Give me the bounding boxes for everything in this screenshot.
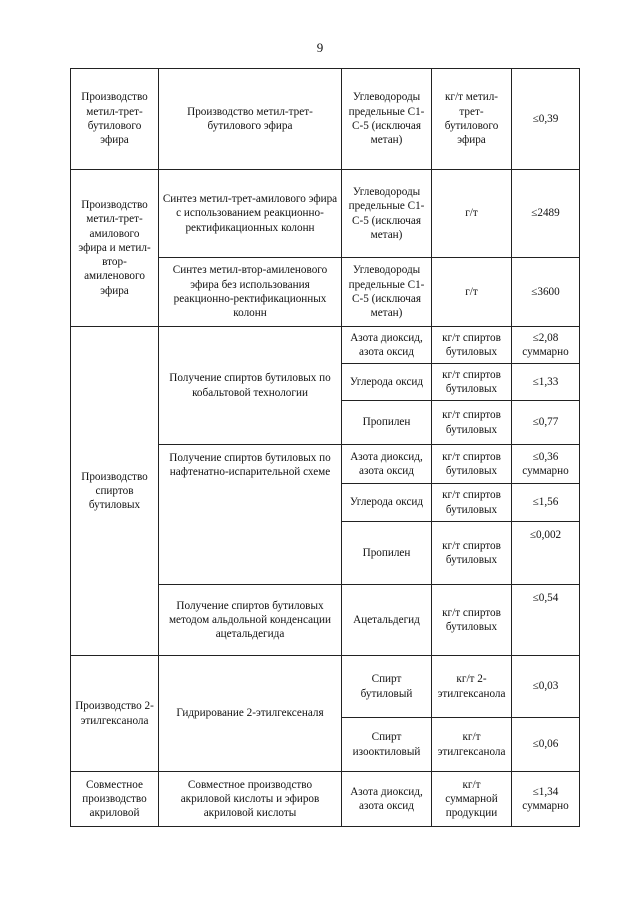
substance-cell: Азота диоксид, азота оксид [342, 327, 432, 364]
unit-cell: кг/т спиртов бутиловых [432, 401, 512, 445]
substance-cell: Азота диоксид, азота оксид [342, 772, 432, 827]
limit-cell: ≤1,56 [512, 484, 580, 522]
limit-cell: ≤2489 [512, 170, 580, 258]
substance-cell: Углерода оксид [342, 364, 432, 401]
unit-cell: кг/т спиртов бутиловых [432, 327, 512, 364]
table-row [71, 69, 580, 170]
substance-cell: Углеводороды предельные С1-С-5 (исключая метан) [342, 258, 432, 327]
production-cell: Производство спиртов бутиловых [71, 327, 159, 656]
limit-cell: ≤0,77 [512, 401, 580, 445]
production-cell: Совместное производство акриловой [71, 772, 159, 827]
table-row [71, 656, 580, 718]
production-cell: Производство 2-этилгексанола [71, 656, 159, 772]
process-cell: Синтез метил-трет-амилового эфира с использованием реакционно-ректификационных колонн [159, 170, 342, 258]
limit-cell: ≤0,03 [512, 656, 580, 718]
limit-cell: ≤0,54 [512, 585, 580, 656]
substance-cell: Углеводороды предельные С1-С-5 (исключая метан) [342, 69, 432, 170]
production-cell: Производство метил-трет-бутилового эфира [71, 69, 159, 170]
unit-cell: кг/т спиртов бутиловых [432, 364, 512, 401]
page-number: 9 [316, 40, 324, 55]
process-cell: Получение спиртов бутиловых по кобальтовой технологии [159, 327, 342, 445]
limit-cell: ≤0,06 [512, 718, 580, 772]
limit-cell: ≤0,002 [512, 522, 580, 585]
substance-cell: Углерода оксид [342, 484, 432, 522]
process-cell: Синтез метил-втор-амиленового эфира без использования реакционно-ректификационных колонн [159, 258, 342, 327]
limit-cell: ≤2,08 суммарно [512, 327, 580, 364]
limit-cell: ≤0,36 суммарно [512, 445, 580, 484]
table-row [71, 170, 580, 258]
process-cell: Получение спиртов бутиловых по нафтенатно-испарительной схеме [159, 445, 342, 585]
unit-cell: кг/т 2-этилгексанола [432, 656, 512, 718]
substance-cell: Спирт бутиловый [342, 656, 432, 718]
table-row [71, 327, 580, 364]
emission-limits-table [70, 68, 580, 827]
process-cell: Гидрирование 2-этилгексеналя [159, 656, 342, 772]
process-cell: Производство метил-трет-бутилового эфира [159, 69, 342, 170]
unit-cell: кг/т спиртов бутиловых [432, 585, 512, 656]
process-cell: Получение спиртов бутиловых методом альдольной конденсации ацетальдегида [159, 585, 342, 656]
unit-cell: г/т [432, 170, 512, 258]
substance-cell: Ацетальдегид [342, 585, 432, 656]
table-row [71, 772, 580, 827]
unit-cell: кг/т суммарной продукции [432, 772, 512, 827]
substance-cell: Азота диоксид, азота оксид [342, 445, 432, 484]
substance-cell: Спирт изооктиловый [342, 718, 432, 772]
substance-cell: Пропилен [342, 401, 432, 445]
unit-cell: кг/т метил-трет-бутилового эфира [432, 69, 512, 170]
unit-cell: кг/т этилгексанола [432, 718, 512, 772]
unit-cell: кг/т спиртов бутиловых [432, 445, 512, 484]
substance-cell: Пропилен [342, 522, 432, 585]
production-cell: Производство метил-трет-амилового эфира и метил-втор-амиленового эфира [71, 170, 159, 327]
unit-cell: кг/т спиртов бутиловых [432, 484, 512, 522]
unit-cell: кг/т спиртов бутиловых [432, 522, 512, 585]
process-cell: Совместное производство акриловой кислоты и эфиров акриловой кислоты [159, 772, 342, 827]
substance-cell: Углеводороды предельные С1-С-5 (исключая метан) [342, 170, 432, 258]
limit-cell: ≤1,34 суммарно [512, 772, 580, 827]
limit-cell: ≤3600 [512, 258, 580, 327]
limit-cell: ≤1,33 [512, 364, 580, 401]
limit-cell: ≤0,39 [512, 69, 580, 170]
unit-cell: г/т [432, 258, 512, 327]
